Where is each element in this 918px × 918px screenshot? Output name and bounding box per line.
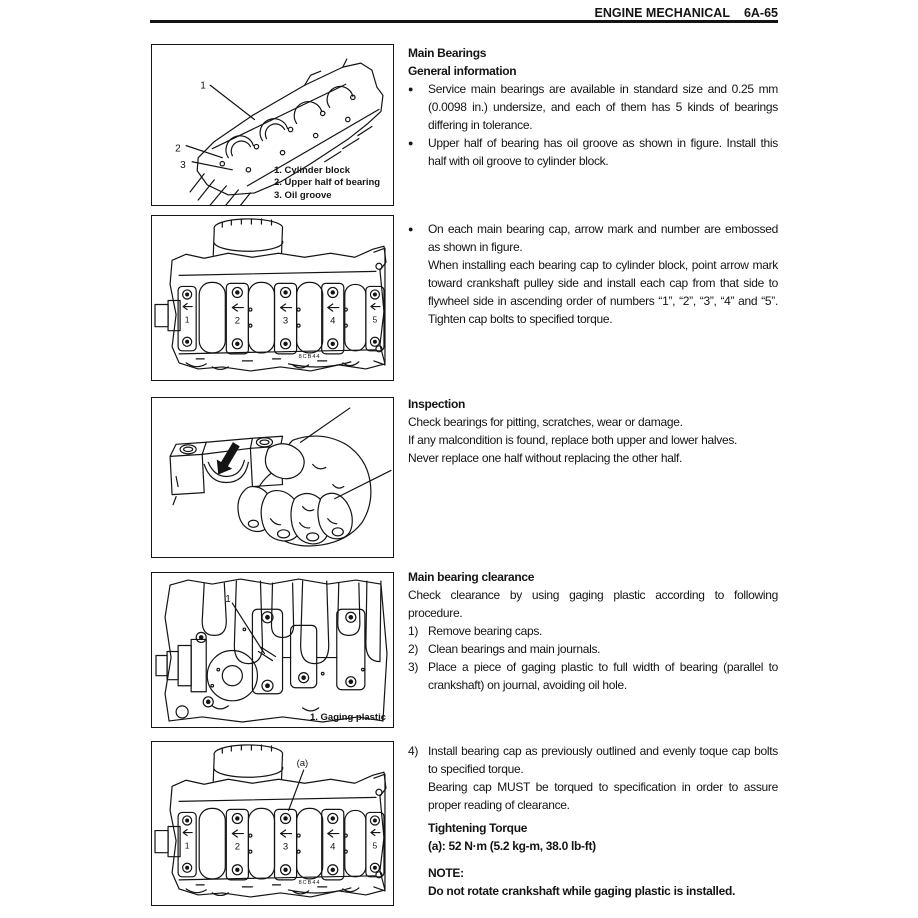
torque-point-illustration xyxy=(152,742,393,905)
numbered-step xyxy=(408,622,778,640)
note-title: NOTE: xyxy=(428,866,464,880)
torque-spec-title: Tightening Torque xyxy=(428,821,528,835)
bullet-icon: ● xyxy=(408,224,414,234)
step-text: Remove bearing caps. xyxy=(428,624,543,638)
section-bearing-caps xyxy=(408,220,778,328)
callout-3: 3 xyxy=(180,159,186,171)
step-text-paragraph: Bearing cap MUST be torqued to specification in order to assure proper reading of clearance. xyxy=(428,780,778,812)
numbered-step xyxy=(408,640,778,658)
section-inspection xyxy=(408,395,778,467)
pointer-arrow-icon xyxy=(217,442,240,474)
paragraph: When installing each bearing cap to cylinder block, point arrow mark toward crankshaft pulley side and install each cap from that side to flywheel side in ascending order of numbers “1”, “2”, “3”, “4” and “5”. Tighten cap bolts to specified torque. xyxy=(428,258,778,326)
numbered-step xyxy=(408,742,778,814)
figure-cylinder-block xyxy=(151,44,394,206)
step-number: 1) xyxy=(408,624,419,638)
step-number: 3) xyxy=(408,660,419,674)
numbered-step xyxy=(408,658,778,694)
header-page-number: 6A-65 xyxy=(743,6,778,20)
step-text: Place a piece of gaging plastic to full width of bearing (parallel to crankshaft) on journal, avoiding oil hole. xyxy=(428,660,778,692)
bullet-item xyxy=(408,80,778,134)
legend-line: 3. Oil groove xyxy=(274,189,332,201)
legend-line: 2. Upper half of bearing xyxy=(274,177,381,188)
step-text: Clean bearings and main journals. xyxy=(428,642,601,656)
callout-1: 1 xyxy=(200,80,206,92)
callout-1: 1 xyxy=(225,594,231,606)
section-main-bearing-clearance xyxy=(408,568,778,694)
paragraph: Never replace one half without replacing the other half. xyxy=(408,451,683,465)
note-text: Do not rotate crankshaft while gaging plastic is installed. xyxy=(428,884,736,898)
bullet-item xyxy=(408,134,778,170)
legend-line: 1. Cylinder block xyxy=(274,164,351,176)
bullet-text: On each main bearing cap, arrow mark and number are embossed as shown in figure. xyxy=(428,222,778,254)
paragraph: Check clearance by using gaging plastic according to following procedure. xyxy=(408,588,778,620)
step-number: 2) xyxy=(408,642,419,656)
step-text xyxy=(428,742,778,814)
paragraph: Check bearings for pitting, scratches, wear or damage. xyxy=(408,415,683,429)
bearing-caps-illustration xyxy=(152,216,393,380)
step-text-paragraph: Install bearing cap as previously outlined and evenly toque cap bolts to specified torque. xyxy=(428,744,778,776)
section-title: Main bearing clearance xyxy=(408,570,535,584)
section-title: Main Bearings xyxy=(408,46,487,60)
bullet-text: Upper half of bearing has oil groove as shown in figure. Install this half with oil groove to cylinder block. xyxy=(428,136,778,168)
step-number: 4) xyxy=(408,744,419,758)
callout-2: 2 xyxy=(175,143,181,155)
section-subtitle: General information xyxy=(408,64,517,78)
section-torque xyxy=(408,742,778,900)
paragraph: If any malcondition is found, replace both upper and lower halves. xyxy=(408,433,738,447)
bullet-icon: ● xyxy=(408,138,414,148)
bullet-text: Service main bearings are available in standard size and 0.25 mm (0.0098 in.) undersize, and each of them has 5 kinds of bearings differing in tolerance. xyxy=(428,82,778,132)
figure-4-legend xyxy=(310,712,386,725)
hand-holding-bearing-illustration xyxy=(152,398,393,557)
figure-1-legend xyxy=(274,165,380,203)
header-rule xyxy=(150,20,778,23)
section-title: Inspection xyxy=(408,397,466,411)
crankshaft-gaging-plastic-illustration xyxy=(152,573,393,727)
figure-torque-point xyxy=(151,741,394,906)
legend-line: 1. Gaging plastic xyxy=(309,711,386,723)
figure-bearing-caps xyxy=(151,215,394,381)
bullet-item xyxy=(408,220,778,256)
figure-gaging-plastic xyxy=(151,572,394,728)
figure-bearing-inspection xyxy=(151,397,394,558)
torque-spec-value: (a): 52 N·m (5.2 kg-m, 38.0 lb-ft) xyxy=(428,839,596,853)
callout-a: (a) xyxy=(296,758,309,770)
bullet-icon: ● xyxy=(408,84,414,94)
page-header xyxy=(150,6,778,20)
section-main-bearings xyxy=(408,44,778,170)
header-title: ENGINE MECHANICAL xyxy=(594,6,730,20)
